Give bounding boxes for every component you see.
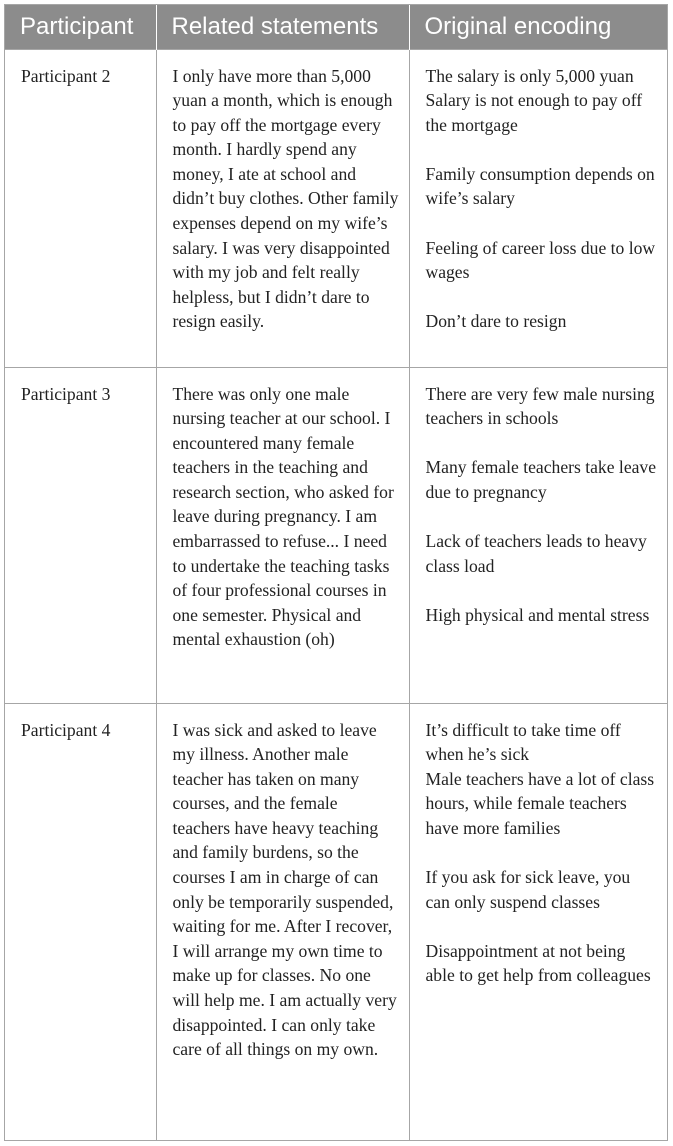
encoding-item: Disappointment at not being able to get help from colleagues <box>425 940 651 986</box>
encoding-item: Many female teachers take leave due to pregnancy <box>425 457 657 502</box>
table-row <box>5 703 667 1141</box>
coding-table-frame <box>4 4 668 1141</box>
encoding-item: High physical and mental stress <box>425 604 650 625</box>
statement-cell: I was sick and asked to leave my illness. Another male teacher has taken on many courses, and the female teachers have heavy teaching and family burdens, so the courses I am in charge of can only be temporarily suspended, waiting for me. After I recover, I will arrange my own time to make up for classes. No one will help me. I am actually very disappointed. I can only take care of all things on my own. <box>156 703 409 1141</box>
header-related-statements: Related statements <box>156 5 409 49</box>
encoding-item: It’s difficult to take time off when he’s sick <box>425 719 621 765</box>
encoding-item: If you ask for sick leave, you can only suspend classes <box>425 867 631 912</box>
table-row <box>5 49 667 367</box>
encoding-cell <box>409 49 667 367</box>
coding-table <box>5 5 667 1141</box>
table-row <box>5 367 667 703</box>
participant-cell: Participant 3 <box>5 367 156 703</box>
encoding-item: Feeling of career loss due to low wages <box>425 237 656 283</box>
encoding-item: Male teachers have a lot of class hours, while female teachers have more families <box>425 768 655 838</box>
header-participant: Participant <box>5 5 156 49</box>
participant-cell: Participant 2 <box>5 49 156 367</box>
encoding-cell <box>409 367 667 703</box>
header-original-encoding: Original encoding <box>409 5 667 49</box>
header-row <box>5 5 667 49</box>
encoding-item: Lack of teachers leads to heavy class load <box>425 531 647 576</box>
encoding-item: The salary is only 5,000 yuan <box>425 65 634 86</box>
encoding-item: Salary is not enough to pay off the mortgage <box>425 90 643 135</box>
encoding-item: Family consumption depends on wife’s salary <box>425 163 655 209</box>
statement-cell: I only have more than 5,000 yuan a month, which is enough to pay off the mortgage every month. I hardly spend any money, I ate at school and didn’t buy clothes. Other family expenses depend on my wife’s salary. I was very disappointed with my job and felt really helpless, but I didn’t dare to resign easily. <box>156 49 409 367</box>
encoding-cell <box>409 703 667 1141</box>
encoding-item: Don’t dare to resign <box>425 311 567 332</box>
statement-cell: There was only one male nursing teacher at our school. I encountered many female teachers in the teaching and research section, who asked for leave during pregnancy. I am embarrassed to refuse... I need to undertake the teaching tasks of four professional courses in one semester. Physical and mental exhaustion (oh) <box>156 367 409 703</box>
participant-cell: Participant 4 <box>5 703 156 1141</box>
encoding-item: There are very few male nursing teachers in schools <box>425 383 655 429</box>
